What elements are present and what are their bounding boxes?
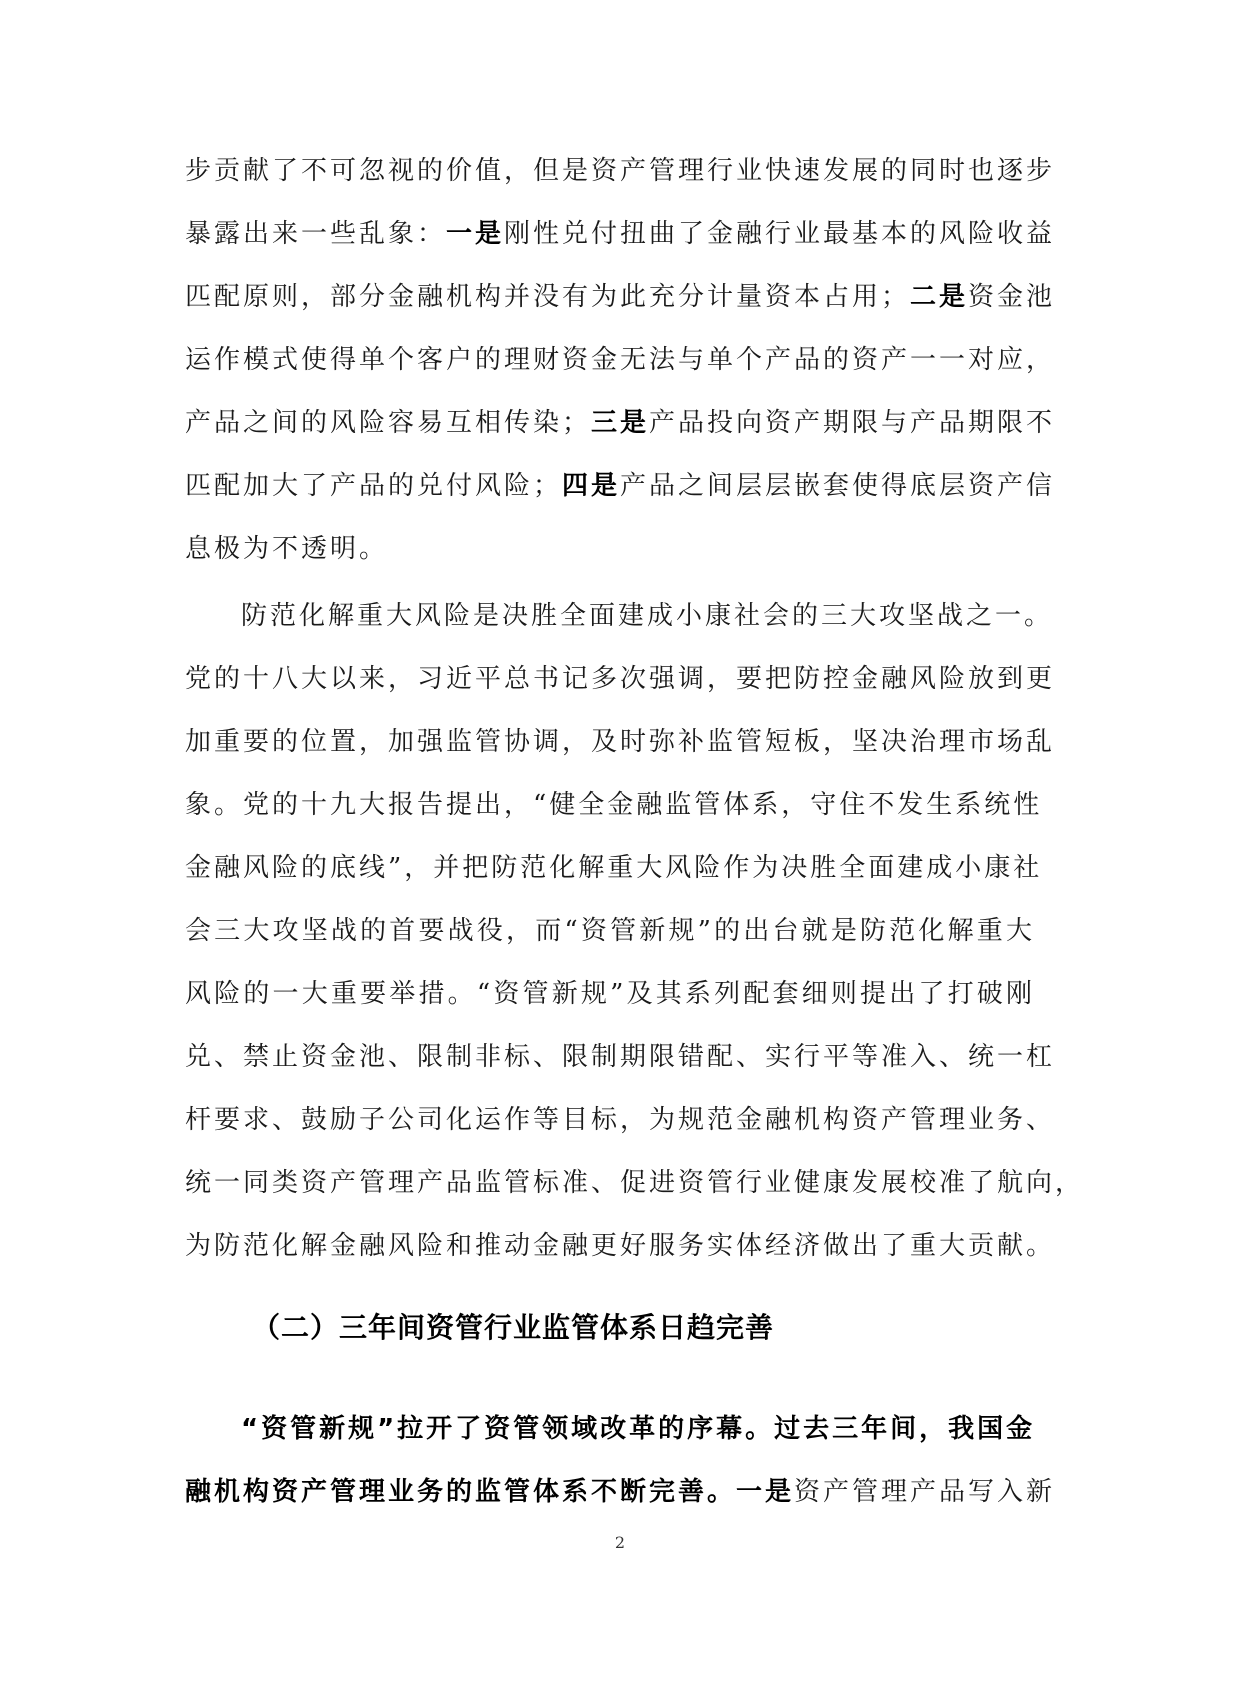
- text-segment: 资金池: [968, 282, 1056, 312]
- text-line: [185, 518, 1035, 581]
- bold-text: 融机构资产管理业务的监管体系不断完善。一是: [185, 1477, 795, 1507]
- text-line: 为防范化解金融风险和推动金融更好服务实体经济做出了重大贡献。: [185, 1231, 1056, 1261]
- paragraph-3: [185, 1398, 1056, 1524]
- text-line: “资管新规”拉开了资管领域改革的序幕。过去三年间，我国金: [241, 1414, 1036, 1444]
- section-heading: （二）三年间资管行业监管体系日趋完善: [252, 1311, 775, 1344]
- text-line: [185, 1461, 1056, 1524]
- text-line: 金融风险的底线”，并把防范化解重大风险作为决胜全面建成小康社: [185, 853, 1043, 883]
- text-segment: 产品投向资产期限与产品期限不: [649, 408, 1056, 438]
- bold-text: 三是: [591, 408, 650, 438]
- text-segment: 匹配原则，部分金融机构并没有为此充分计量资本占用；: [185, 282, 911, 312]
- text-line: [185, 329, 1056, 392]
- text-segment: 运作模式使得单个客户的理财资金无法与单个产品的资产一一对应，: [185, 345, 1056, 375]
- text-segment: 息极为不透明。: [185, 534, 389, 564]
- text-line: 党的十八大以来，习近平总书记多次强调，要把防控金融风险放到更: [185, 664, 1056, 694]
- text-line: 统一同类资产管理产品监管标准、促进资管行业健康发展校准了航向，: [185, 1168, 1085, 1198]
- text-segment: 暴露出来一些乱象：: [185, 219, 447, 249]
- page-number: 2: [614, 1533, 626, 1552]
- text-line: 象。党的十九大报告提出，“健全金融监管体系，守住不发生系统性: [185, 790, 1043, 820]
- bold-text: 一是: [446, 219, 505, 249]
- text-segment: 产品之间的风险容易互相传染；: [185, 408, 592, 438]
- paragraph-2: [185, 585, 1085, 1278]
- text-segment: 匹配加大了产品的兑付风险；: [185, 471, 563, 501]
- paragraph-1: [185, 140, 1056, 581]
- text-segment: 刚性兑付扭曲了金融行业最基本的风险收益: [504, 219, 1056, 249]
- text-line: [185, 266, 1056, 329]
- text-line: 兑、禁止资金池、限制非标、限制期限错配、实行平等准入、统一杠: [185, 1042, 1056, 1072]
- text-line: [185, 455, 1056, 518]
- normal-text: 资产管理产品写入新: [794, 1477, 1056, 1507]
- text-line: 防范化解重大风险是决胜全面建成小康社会的三大攻坚战之一。: [241, 601, 1054, 631]
- text-segment: 步贡献了不可忽视的价值，但是资产管理行业快速发展的同时也逐步: [185, 156, 1056, 186]
- text-line: [185, 140, 1056, 203]
- bold-text: 四是: [562, 471, 621, 501]
- text-line: 杆要求、鼓励子公司化运作等目标，为规范金融机构资产管理业务、: [185, 1105, 1056, 1135]
- text-line: 风险的一大重要举措。“资管新规”及其系列配套细则提出了打破刚: [185, 979, 1035, 1009]
- text-line: [185, 203, 1056, 266]
- text-line: 加重要的位置，加强监管协调，及时弥补监管短板，坚决治理市场乱: [185, 727, 1056, 757]
- bold-text: 二是: [910, 282, 969, 312]
- text-line: [185, 392, 1056, 455]
- text-segment: 产品之间层层嵌套使得底层资产信: [620, 471, 1056, 501]
- text-line: 会三大攻坚战的首要战役，而“资管新规”的出台就是防范化解重大: [185, 916, 1035, 946]
